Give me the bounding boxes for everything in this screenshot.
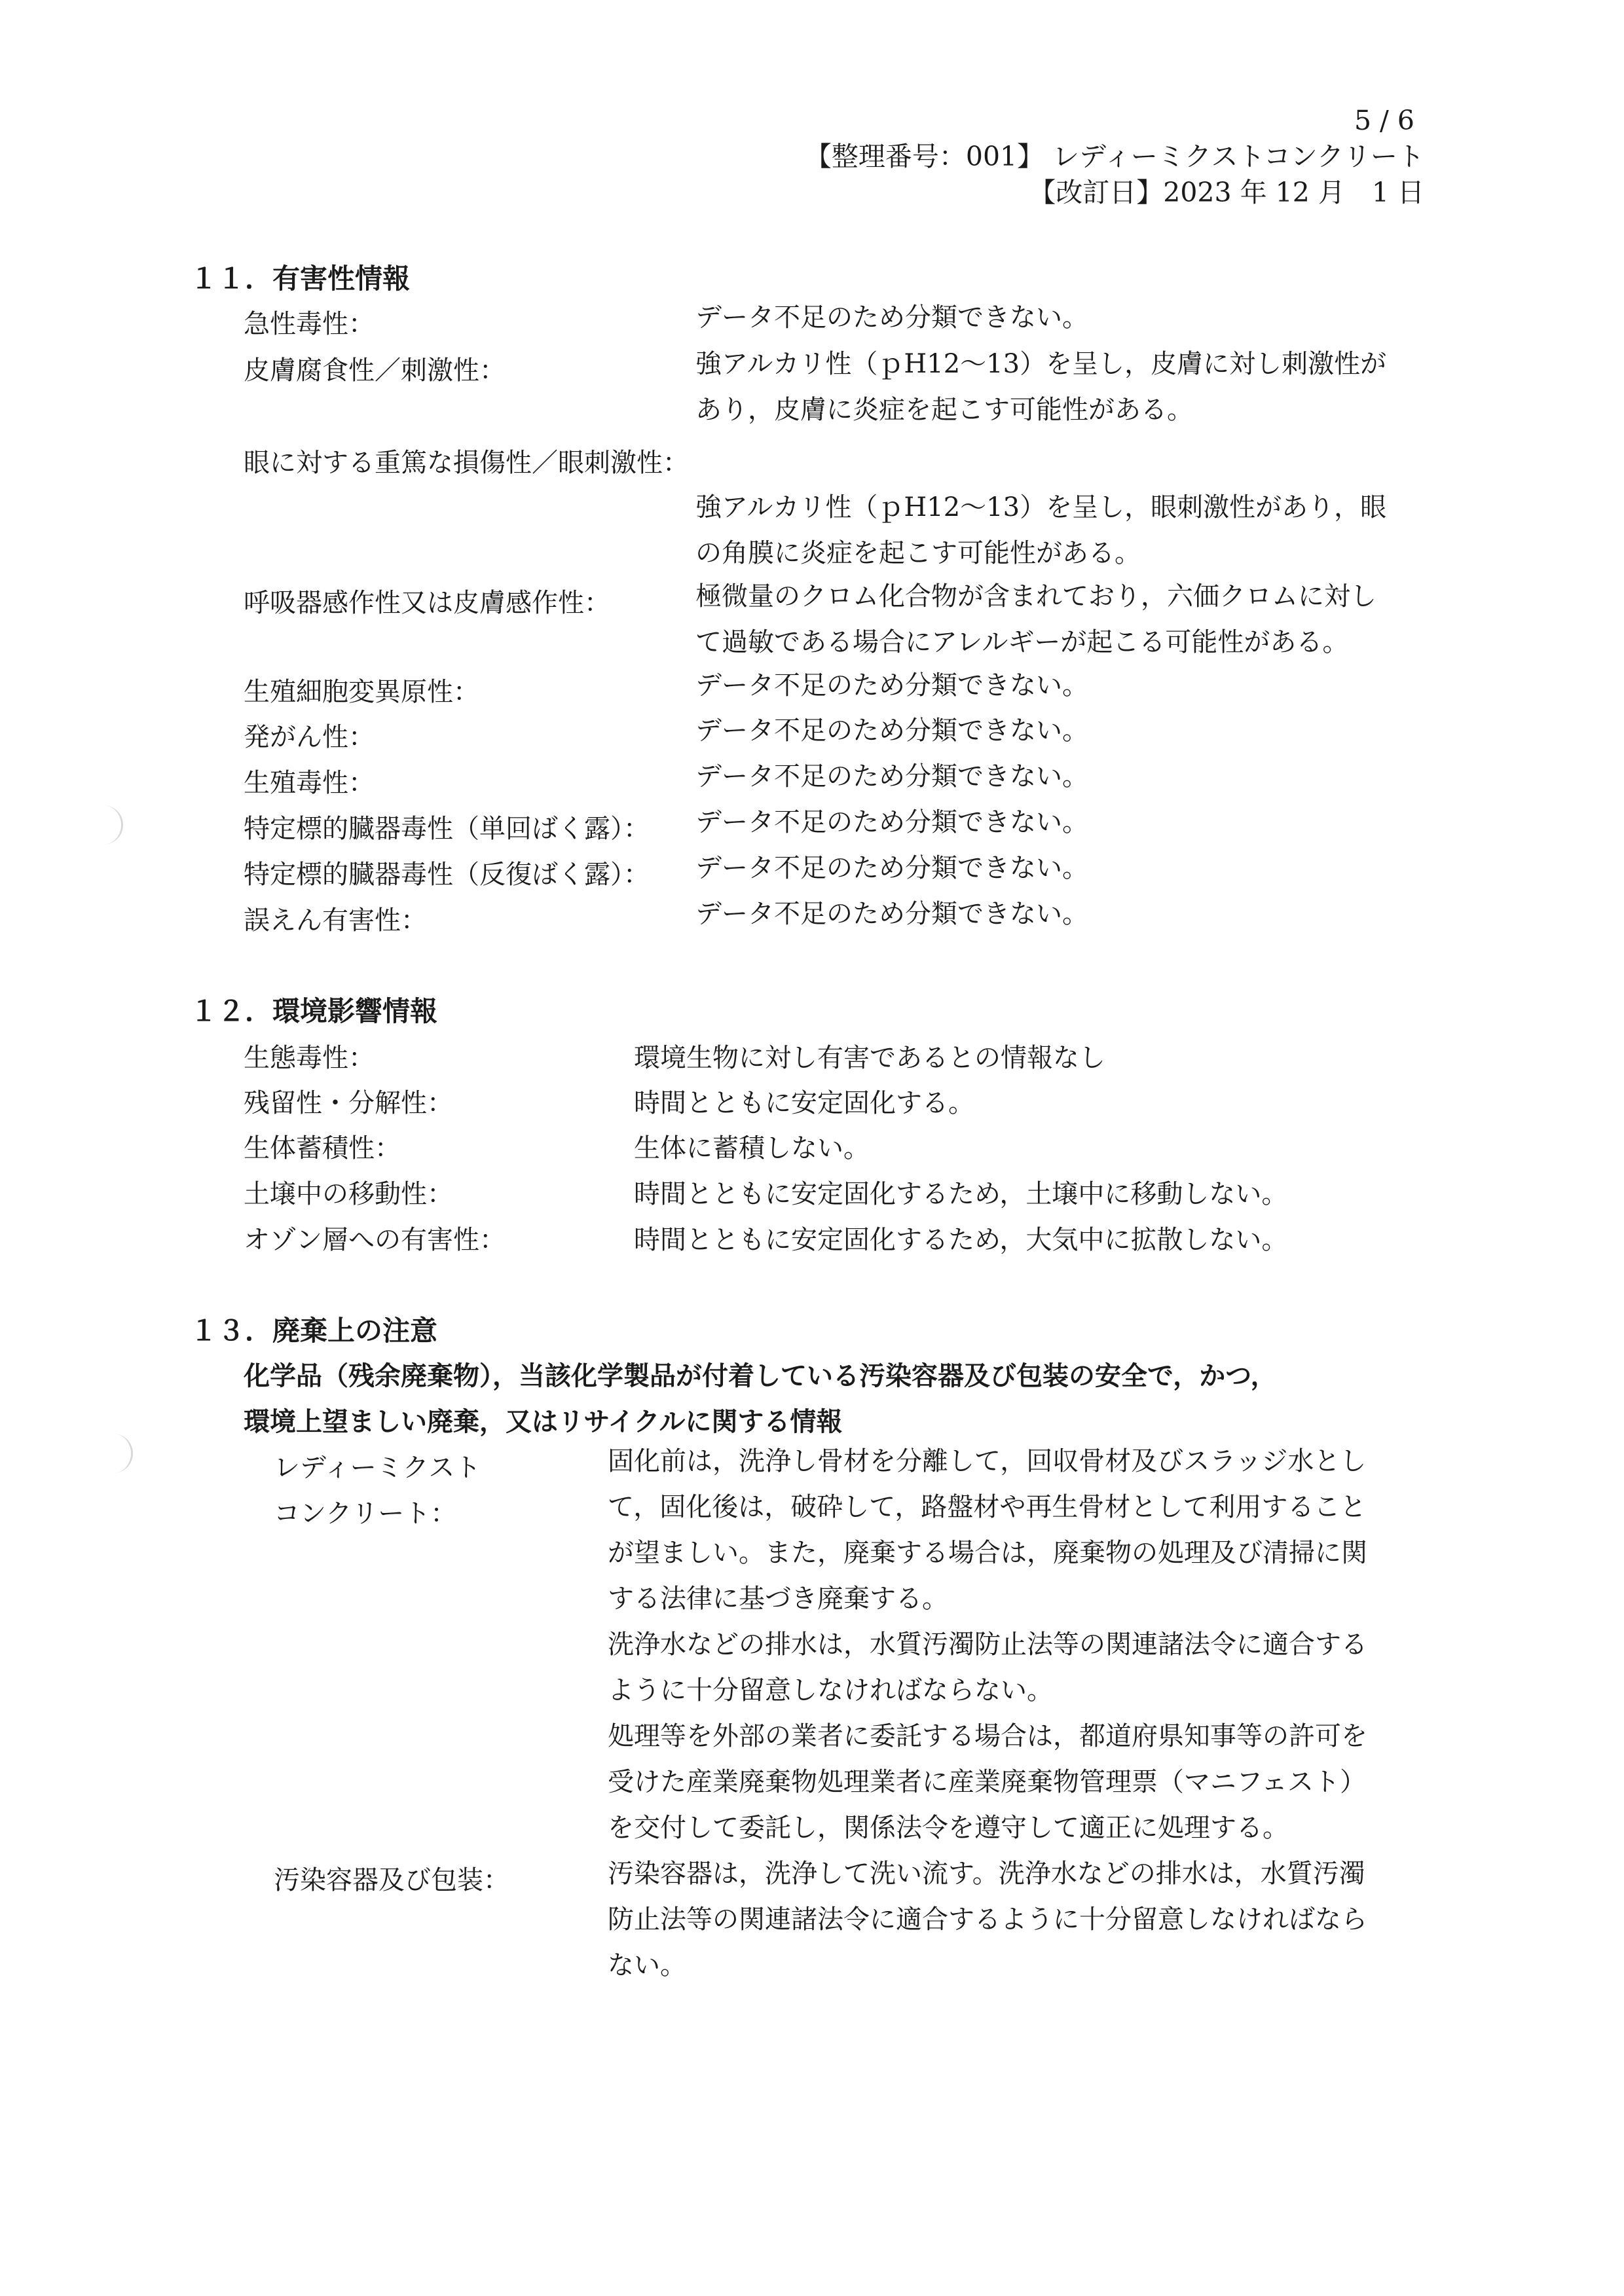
concrete-label: コンクリート： — [274, 1499, 457, 1529]
row-value: データ不足のため分類できない。 — [695, 670, 1088, 701]
revision-date: 【改訂日】2023 年 12 月 1 日 — [1029, 177, 1424, 208]
section-13-intro: 環境上望ましい廃棄，又はリサイクルに関する情報 — [244, 1406, 843, 1437]
row-label: 土壌中の移動性： — [244, 1179, 453, 1209]
container-label: 汚染容器及び包装： — [274, 1865, 509, 1895]
section-12-title: １２．環境影響情報 — [190, 995, 438, 1027]
row-value: 強アルカリ性（ｐH12〜13）を呈し，眼刺激性があり，眼 の角膜に炎症を起こす可能性がある。 — [695, 492, 1387, 568]
row-label: 特定標的臓器毒性（反復ばく露）： — [244, 860, 650, 890]
document-reference: 【整理番号：001】 レディーミクストコンクリート — [804, 141, 1424, 172]
concrete-disposal-text: 固化前は，洗浄し骨材を分離して，回収骨材及びスラッジ水とし て，固化後は，破砕して，路盤材や再生骨材として利用すること が望ましい。また，廃棄する場合は，廃棄物の処理及び清掃に関 する法律に基づき廃棄する。 洗浄水などの排水は，水質汚濁防止法等の関連諸法令に適合する ように十分留意しなければならない。 処理等を外部の業者に委託する場合は，都道府県知事等の許可を 受けた産業廃棄物処理業者に産業廃棄物管理票（マニフェスト） を交付して委託し，関係法令を遵守して適正に処理する。 — [608, 1446, 1367, 1843]
row-label: 誤えん有害性： — [244, 905, 427, 936]
row-value: 時間とともに安定固化するため，大気中に拡散しない。 — [634, 1225, 1288, 1255]
row-value: データ不足のため分類できない。 — [695, 761, 1088, 792]
row-value: データ不足のため分類できない。 — [695, 853, 1088, 883]
row-value: 時間とともに安定固化する。 — [634, 1088, 974, 1118]
row-value: データ不足のため分類できない。 — [695, 716, 1088, 746]
row-label: 眼に対する重篤な損傷性／眼刺激性： — [244, 448, 689, 478]
row-value: 生体に蓄積しない。 — [634, 1133, 870, 1163]
row-label: 生体蓄積性： — [244, 1133, 401, 1163]
row-value: 環境生物に対し有害であるとの情報なし — [634, 1043, 1105, 1073]
row-value: データ不足のため分類できない。 — [695, 302, 1088, 333]
row-label: 生殖細胞変異原性： — [244, 677, 479, 707]
row-label: 残留性・分解性： — [244, 1088, 453, 1118]
punch-hole-mark — [111, 1434, 133, 1473]
row-label: 生殖毒性： — [244, 768, 375, 798]
row-label: 急性毒性： — [244, 309, 375, 339]
section-13-intro: 化学品（残余廃棄物），当該化学製品が付着している汚染容器及び包装の安全で，かつ， — [244, 1360, 1277, 1391]
row-value: 極微量のクロム化合物が含まれており，六価クロムに対し て過敏である場合にアレルギーが起こる可能性がある。 — [695, 581, 1376, 657]
row-label: 生態毒性： — [244, 1043, 375, 1073]
row-label: 発がん性： — [244, 722, 375, 752]
row-value: データ不足のため分類できない。 — [695, 807, 1088, 837]
container-disposal-text: 汚染容器は，洗浄して洗い流す。洗浄水などの排水は，水質汚濁 防止法等の関連諸法令に適合するように十分留意しなければなら ない。 — [608, 1859, 1367, 1980]
row-value: 時間とともに安定固化するため，土壌中に移動しない。 — [634, 1179, 1288, 1209]
punch-hole-mark — [101, 805, 123, 845]
row-value: 強アルカリ性（ｐH12〜13）を呈し，皮膚に対し刺激性が あり，皮膚に炎症を起こす可能性がある。 — [695, 349, 1387, 425]
page-number: 5 / 6 — [1354, 105, 1414, 136]
row-value: データ不足のため分類できない。 — [695, 899, 1088, 929]
section-11-title: １１．有害性情報 — [190, 263, 411, 295]
row-label: 呼吸器感作性又は皮膚感作性： — [244, 588, 610, 618]
concrete-label: レディーミクスト — [274, 1453, 481, 1483]
section-13-title: １３．廃棄上の注意 — [190, 1315, 438, 1347]
row-label: 皮膚腐食性／刺激性： — [244, 355, 506, 386]
row-label: 特定標的臓器毒性（単回ばく露）： — [244, 814, 650, 844]
row-label: オゾン層への有害性： — [244, 1225, 506, 1255]
